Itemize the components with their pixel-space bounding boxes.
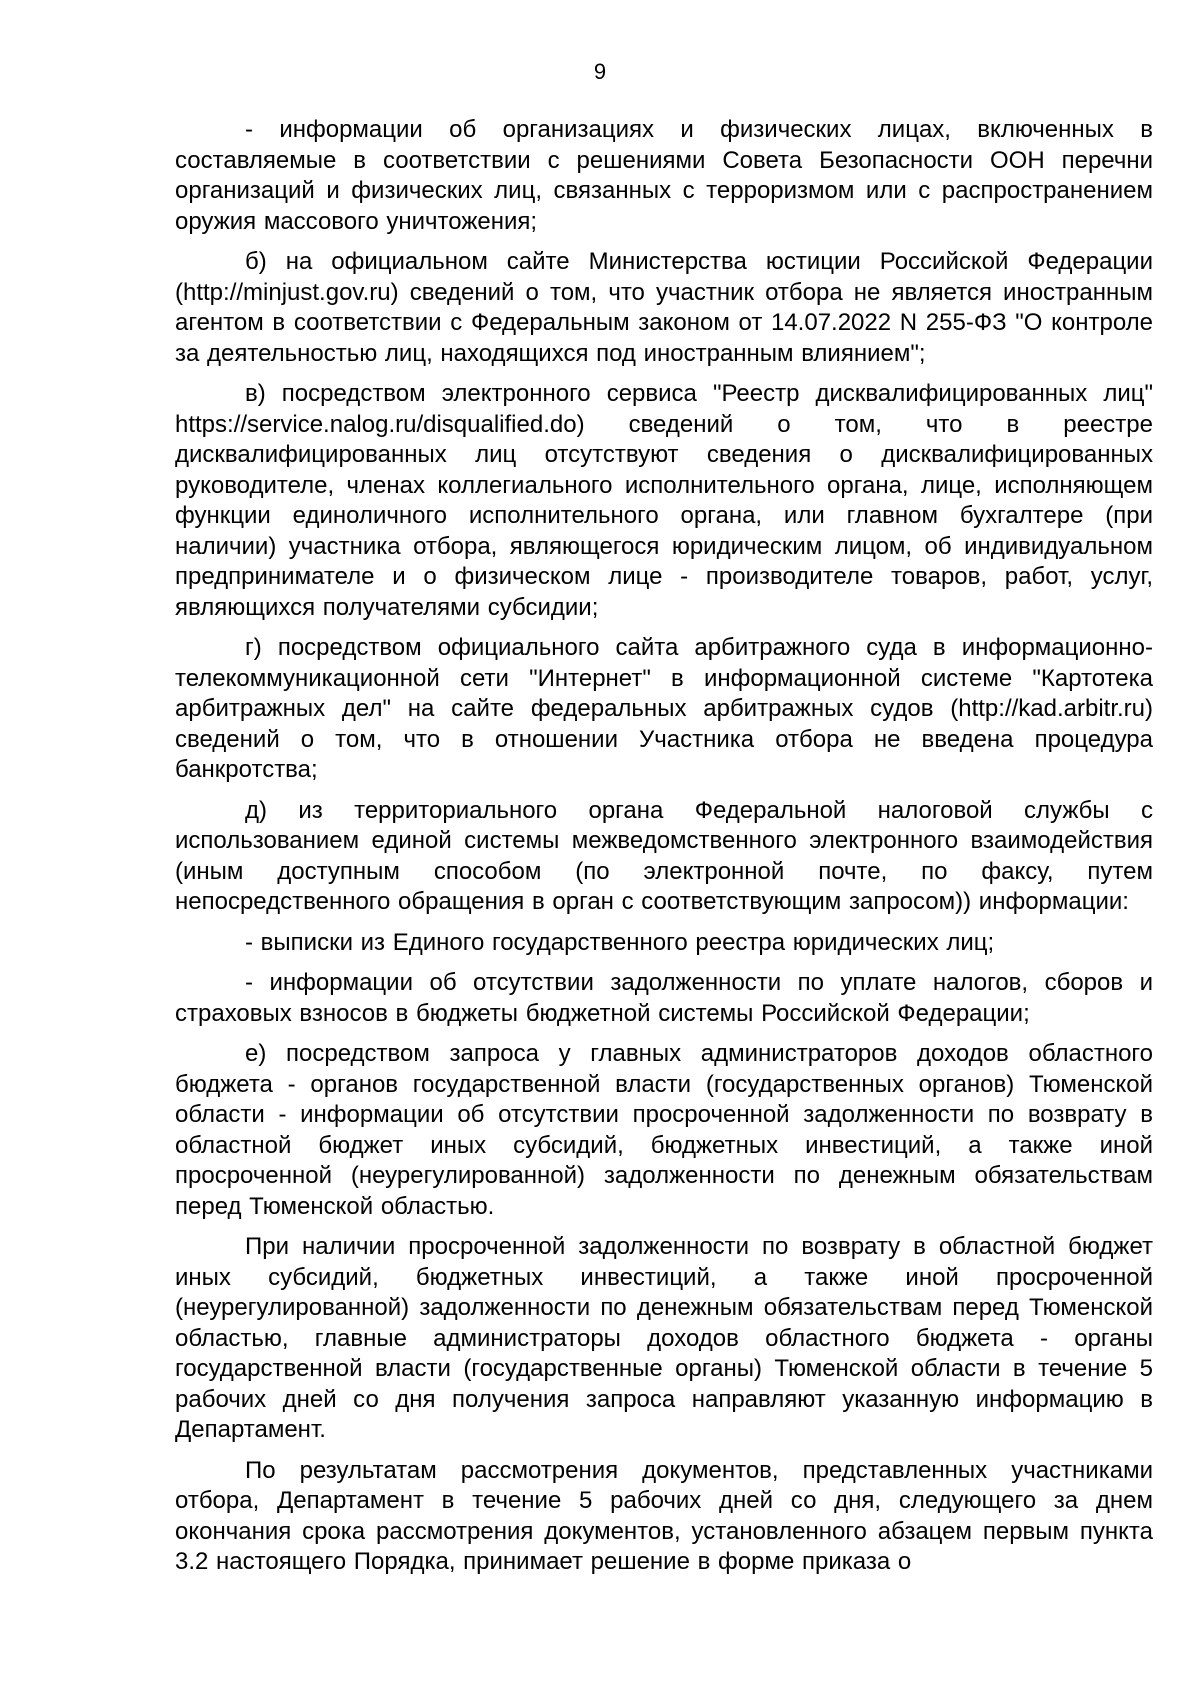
paragraph-arbitration-court: г) посредством официального сайта арбитражного суда в информационно-телекоммуникационной сети "Интернет" в информационной системе "Картотека арбитражных дел" на сайте федеральных арбитражных судов (http://kad.arbitr.ru) сведений о том, что в отношении Участника отбора не введена процедура банкротства; xyxy=(175,634,1153,783)
paragraph-budget-administrators: е) посредством запроса у главных администраторов доходов областного бюджета - органов государственной власти (государственных органов) Тюменской области - информации об отсутствии просроченной задолженности по возврату в областной бюджет иных субсидий, бюджетных инвестиций, а также иной просроченной (неурегулированной) задолженности по денежным обязательствам перед Тюменской областью. xyxy=(175,1040,1153,1220)
paragraph-overdue-debt: При наличии просроченной задолженности по возврату в областной бюджет иных субсидий, бюджетных инвестиций, а также иной просроченной (неурегулированной) задолженности по денежным обязательствам перед Тюменской областью, главные администраторы доходов областного бюджета - органы государственной власти (государственные органы) Тюменской области в течение 5 рабочих дней со дня получения запроса направляют указанную информацию в Департамент. xyxy=(175,1233,1153,1443)
page-number: 9 xyxy=(593,59,607,84)
paragraph-tax-debt-info: - информации об отсутствии задолженности по уплате налогов, сборов и страховых взносов в бюджеты бюджетной системы Российской Федерации; xyxy=(175,969,1153,1027)
paragraph-minjust: б) на официальном сайте Министерства юстиции Российской Федерации (http://minjust.gov.ru) сведений о том, что участник отбора не является иностранным агентом в соответствии с Федеральным законом от 14.07.2022 N 255-ФЗ "О контроле за деятельностью лиц, находящихся под иностранным влиянием"; xyxy=(175,248,1153,367)
paragraph-tax-service: д) из территориального органа Федеральной налоговой службы с использованием единой системы межведомственного электронного взаимодействия (иным доступным способом (по электронной почте, по факсу, путем непосредственного обращения в орган с соответствующим запросом)) информации: xyxy=(175,796,1153,915)
paragraph-egrul-extract: - выписки из Единого государственного реестра юридических лиц; xyxy=(245,928,995,956)
paragraph-disqualified-registry: в) посредством электронного сервиса "Реестр дисквалифицированных лиц" https://service.nalog.ru/disqualified.do) сведений о том, что в реестре дисквалифицированных лиц отсутствуют сведения о дисквалифицированных руководителе, членах коллегиального исполнительного органа, лице, исполняющем функции единоличного исполнительного органа, или главном бухгалтере (при наличии) участника отбора, являющегося юридическим лицом, об индивидуальном предпринимателе и о физическом лице - производителе товаров, работ, услуг, являющихся получателями субсидии; xyxy=(175,380,1153,621)
paragraph-review-results: По результатам рассмотрения документов, представленных участниками отбора, Департамент в течение 5 рабочих дней со дня, следующего за днем окончания срока рассмотрения документов, установленного абзацем первым пункта 3.2 настоящего Порядка, принимает решение в форме приказа о xyxy=(175,1456,1153,1575)
document-body xyxy=(175,115,1153,1588)
paragraph-sanctions-lists: - информации об организациях и физических лицах, включенных в составляемые в соответствии с решениями Совета Безопасности ООН перечни организаций и физических лиц, связанных с терроризмом или с распространением оружия массового уничтожения; xyxy=(175,116,1153,235)
